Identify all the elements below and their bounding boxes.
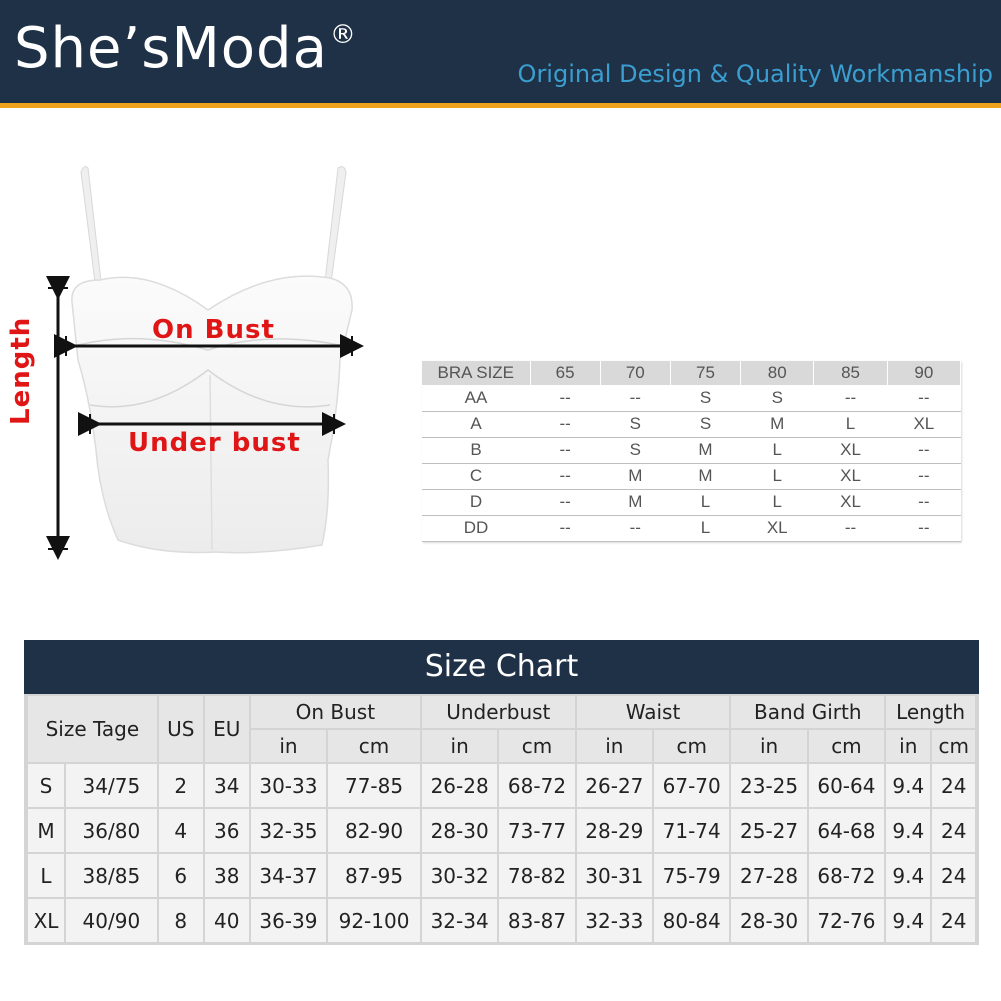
bra-size-table [422,361,961,542]
cup-size-cell: D [422,489,530,515]
size-value-cell: 23-25 [731,764,806,807]
size-value-cell: 4 [159,809,203,852]
size-value-cell: 24 [932,764,975,807]
bra-size-cell: XL [814,463,887,489]
bra-size-cell: -- [600,385,670,411]
size-value-cell: 24 [932,899,975,942]
size-value-cell: 34 [205,764,249,807]
bra-size-row [422,437,961,463]
bra-size-header-cell: 75 [670,361,740,385]
size-value-cell: 26-28 [422,764,497,807]
bra-size-cell: L [670,489,740,515]
size-value-cell: 68-72 [809,854,884,897]
size-value-cell: 64-68 [809,809,884,852]
size-value-cell: 9.4 [886,809,930,852]
bra-size-cell: L [741,463,814,489]
unit-cm-header: cm [809,730,884,762]
bra-size-cell: L [670,515,740,541]
size-value-cell: 60-64 [809,764,884,807]
size-value-cell: 26-27 [577,764,652,807]
bra-size-cell: M [670,463,740,489]
bra-size-cell: L [741,489,814,515]
us-header: US [159,696,203,762]
unit-in-header: in [731,730,806,762]
bra-size-cell: L [814,411,887,437]
size-value-cell: 87-95 [328,854,420,897]
size-value-cell: 25-27 [731,809,806,852]
size-value-cell: 82-90 [328,809,420,852]
size-chart-group-row [28,696,975,728]
on-bust-header: On Bust [251,696,420,728]
header-banner [0,0,1001,103]
bra-size-cell: -- [887,515,960,541]
size-label-cell: M [28,809,64,852]
brand-tagline: Original Design & Quality Workmanship [517,60,993,88]
size-value-cell: 73-77 [499,809,574,852]
bra-size-header-cell: 85 [814,361,887,385]
bra-size-cell: S [670,411,740,437]
size-value-cell: 36/80 [66,809,157,852]
cup-size-cell: DD [422,515,530,541]
cup-size-cell: AA [422,385,530,411]
bustier-drawing [0,160,380,580]
waist-header: Waist [577,696,730,728]
length-label: Length [6,316,36,425]
length-header: Length [886,696,975,728]
bra-size-cell: -- [887,437,960,463]
size-value-cell: 2 [159,764,203,807]
unit-in-header: in [251,730,326,762]
size-value-cell: 40 [205,899,249,942]
size-label-cell: S [28,764,64,807]
cup-size-cell: B [422,437,530,463]
bra-size-cell: -- [530,385,600,411]
size-chart-row [28,809,975,852]
unit-cm-header: cm [654,730,729,762]
bra-size-header-cell: BRA SIZE [422,361,530,385]
bra-size-header-cell: 65 [530,361,600,385]
bra-size-row [422,385,961,411]
size-value-cell: 80-84 [654,899,729,942]
size-value-cell: 6 [159,854,203,897]
size-chart-row [28,899,975,942]
size-value-cell: 36-39 [251,899,326,942]
cup-size-cell: A [422,411,530,437]
size-chart-row [28,854,975,897]
bra-size-cell: S [600,437,670,463]
bra-size-cell: S [670,385,740,411]
bra-size-cell: S [741,385,814,411]
bra-size-header-cell: 80 [741,361,814,385]
bra-size-row [422,489,961,515]
size-value-cell: 67-70 [654,764,729,807]
size-value-cell: 77-85 [328,764,420,807]
bra-size-cell: -- [814,385,887,411]
size-label-cell: XL [28,899,64,942]
size-chart-title: Size Chart [24,640,979,694]
size-value-cell: 24 [932,809,975,852]
bra-size-cell: -- [600,515,670,541]
size-value-cell: 8 [159,899,203,942]
size-value-cell: 9.4 [886,899,930,942]
size-value-cell: 38/85 [66,854,157,897]
bra-size-cell: M [670,437,740,463]
size-value-cell: 24 [932,854,975,897]
under-bust-label: Under bust [128,428,301,458]
size-tage-header: Size Tage [28,696,157,762]
unit-in-header: in [577,730,652,762]
garment-illustration [0,160,380,580]
bra-size-row [422,411,961,437]
bra-size-cell: -- [887,385,960,411]
bra-size-cell: XL [887,411,960,437]
bra-size-cell: M [600,489,670,515]
cup-size-cell: C [422,463,530,489]
bra-size-cell: M [741,411,814,437]
bra-size-cell: XL [814,489,887,515]
eu-header: EU [205,696,249,762]
bra-size-cell: L [741,437,814,463]
unit-cm-header: cm [328,730,420,762]
bra-size-cell: -- [530,437,600,463]
size-value-cell: 28-30 [731,899,806,942]
unit-cm-header: cm [932,730,975,762]
size-value-cell: 34-37 [251,854,326,897]
size-chart [24,640,979,945]
bra-size-header-cell: 90 [887,361,960,385]
size-value-cell: 9.4 [886,764,930,807]
size-chart-table [26,694,977,944]
size-value-cell: 9.4 [886,854,930,897]
bra-size-cell: XL [741,515,814,541]
on-bust-label: On Bust [152,315,275,345]
unit-cm-header: cm [499,730,574,762]
size-value-cell: 83-87 [499,899,574,942]
size-value-cell: 27-28 [731,854,806,897]
size-value-cell: 32-34 [422,899,497,942]
unit-in-header: in [422,730,497,762]
size-value-cell: 36 [205,809,249,852]
size-value-cell: 75-79 [654,854,729,897]
underbust-header: Underbust [422,696,575,728]
bra-size-cell: XL [814,437,887,463]
size-value-cell: 32-35 [251,809,326,852]
bra-size-cell: -- [887,489,960,515]
size-value-cell: 28-29 [577,809,652,852]
size-value-cell: 71-74 [654,809,729,852]
size-value-cell: 72-76 [809,899,884,942]
size-value-cell: 68-72 [499,764,574,807]
size-value-cell: 32-33 [577,899,652,942]
bra-size-row [422,515,961,541]
brand-logo: She’sModa® [14,16,357,81]
bra-size-cell: -- [530,489,600,515]
bra-size-row [422,463,961,489]
size-label-cell: L [28,854,64,897]
bra-size-cell: -- [530,463,600,489]
size-value-cell: 38 [205,854,249,897]
size-value-cell: 30-31 [577,854,652,897]
size-value-cell: 92-100 [328,899,420,942]
bra-size-cell: -- [814,515,887,541]
bra-size-cell: -- [530,411,600,437]
size-chart-row [28,764,975,807]
bra-size-header-cell: 70 [600,361,670,385]
unit-in-header: in [886,730,930,762]
bra-size-cell: -- [530,515,600,541]
size-value-cell: 30-32 [422,854,497,897]
size-value-cell: 34/75 [66,764,157,807]
bra-size-cell: -- [887,463,960,489]
header-accent-stripe [0,103,1001,108]
size-value-cell: 78-82 [499,854,574,897]
size-value-cell: 40/90 [66,899,157,942]
bra-size-cell: M [600,463,670,489]
size-value-cell: 28-30 [422,809,497,852]
bra-size-cell: S [600,411,670,437]
bra-size-header-row [422,361,961,385]
size-value-cell: 30-33 [251,764,326,807]
band-girth-header: Band Girth [731,696,884,728]
